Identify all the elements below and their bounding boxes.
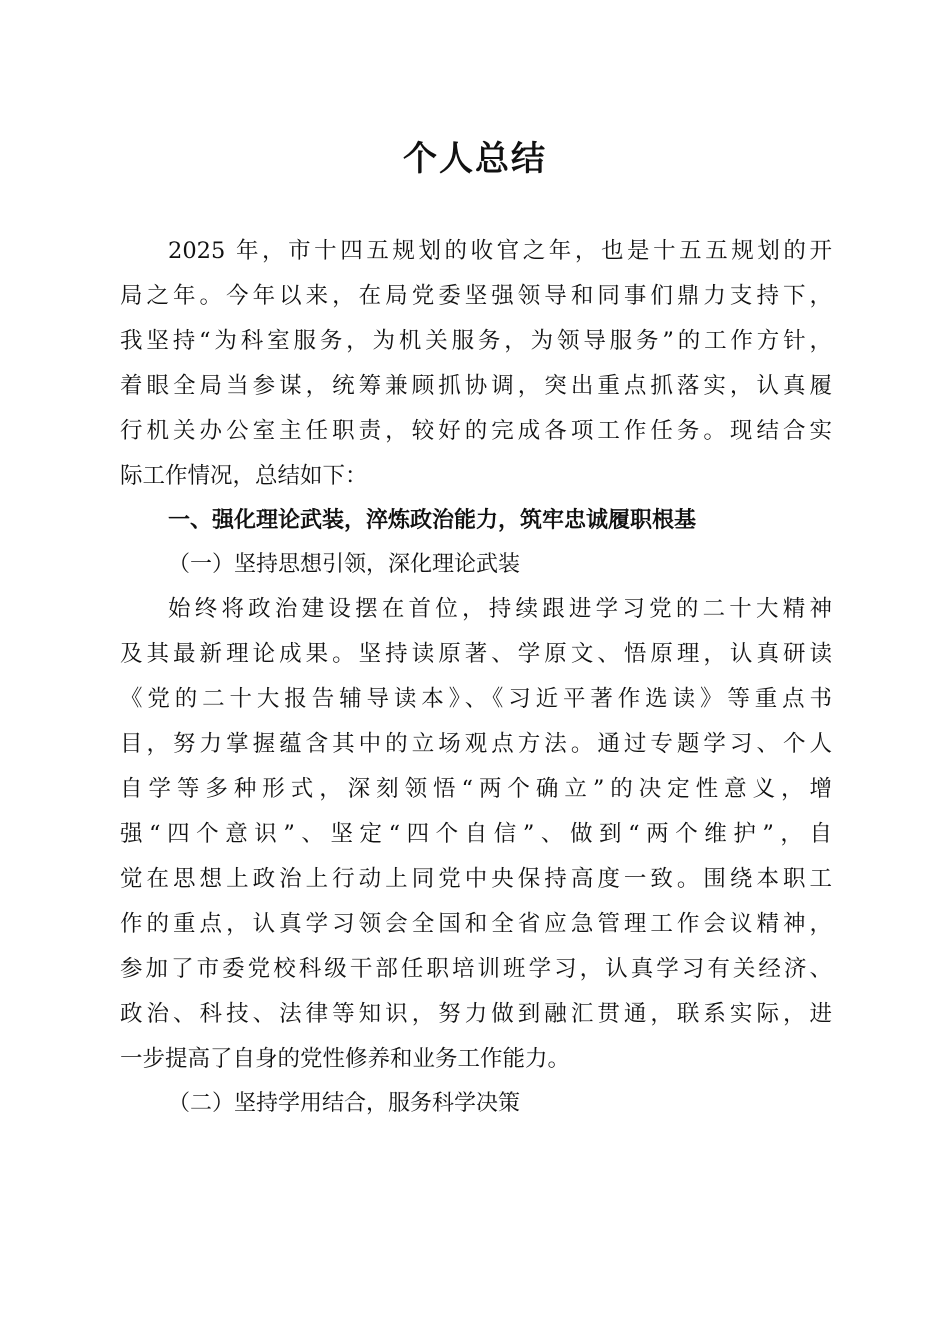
body-line-11: 一步提高了自身的党性修养和业务工作能力。 bbox=[120, 1046, 571, 1072]
subsection-2-heading: （二）坚持学用结合，服务科学决策 bbox=[168, 1091, 521, 1116]
subsection-1-heading: （一）坚持思想引领，深化理论武装 bbox=[168, 552, 521, 577]
body-line-1: 始终将政治建设摆在首位，持续跟进学习党的二十大精神 bbox=[168, 596, 832, 622]
intro-line-1: 2025 年，市十四五规划的收官之年，也是十五五规划的开 bbox=[168, 238, 832, 264]
body-line-6: 强“四个意识”、坚定“四个自信”、做到“两个维护”，自 bbox=[120, 821, 832, 847]
document-title: 个人总结 bbox=[403, 139, 547, 179]
intro-line-6: 际工作情况，总结如下： bbox=[120, 463, 368, 489]
intro-line-5: 行机关办公室主任职责，较好的完成各项工作任务。现结合实 bbox=[120, 418, 832, 444]
body-line-8: 作的重点，认真学习领会全国和全省应急管理工作会议精神， bbox=[120, 911, 832, 937]
body-line-2: 及其最新理论成果。坚持读原著、学原文、悟原理，认真研读 bbox=[120, 641, 832, 667]
intro-line-4: 着眼全局当参谋，统筹兼顾抓协调，突出重点抓落实，认真履 bbox=[120, 373, 832, 399]
body-line-10: 政治、科技、法律等知识，努力做到融汇贯通，联系实际，进 bbox=[120, 1001, 832, 1027]
section-1-heading: 一、强化理论武装，淬炼政治能力，筑牢忠诚履职根基 bbox=[168, 508, 697, 533]
body-line-5: 自学等多种形式，深刻领悟“两个确立”的决定性意义，增 bbox=[120, 776, 832, 802]
body-line-4: 目，努力掌握蕴含其中的立场观点方法。通过专题学习、个人 bbox=[120, 731, 832, 757]
body-line-9: 参加了市委党校科级干部任职培训班学习，认真学习有关经济、 bbox=[120, 956, 832, 982]
intro-line-3: 我坚持“为科室服务，为机关服务，为领导服务”的工作方针， bbox=[120, 328, 832, 354]
intro-line-2: 局之年。今年以来，在局党委坚强领导和同事们鼎力支持下， bbox=[120, 283, 832, 309]
body-line-7: 觉在思想上政治上行动上同党中央保持高度一致。围绕本职工 bbox=[120, 866, 832, 892]
body-line-3: 《党的二十大报告辅导读本》、《习近平著作选读》等重点书 bbox=[120, 686, 832, 712]
